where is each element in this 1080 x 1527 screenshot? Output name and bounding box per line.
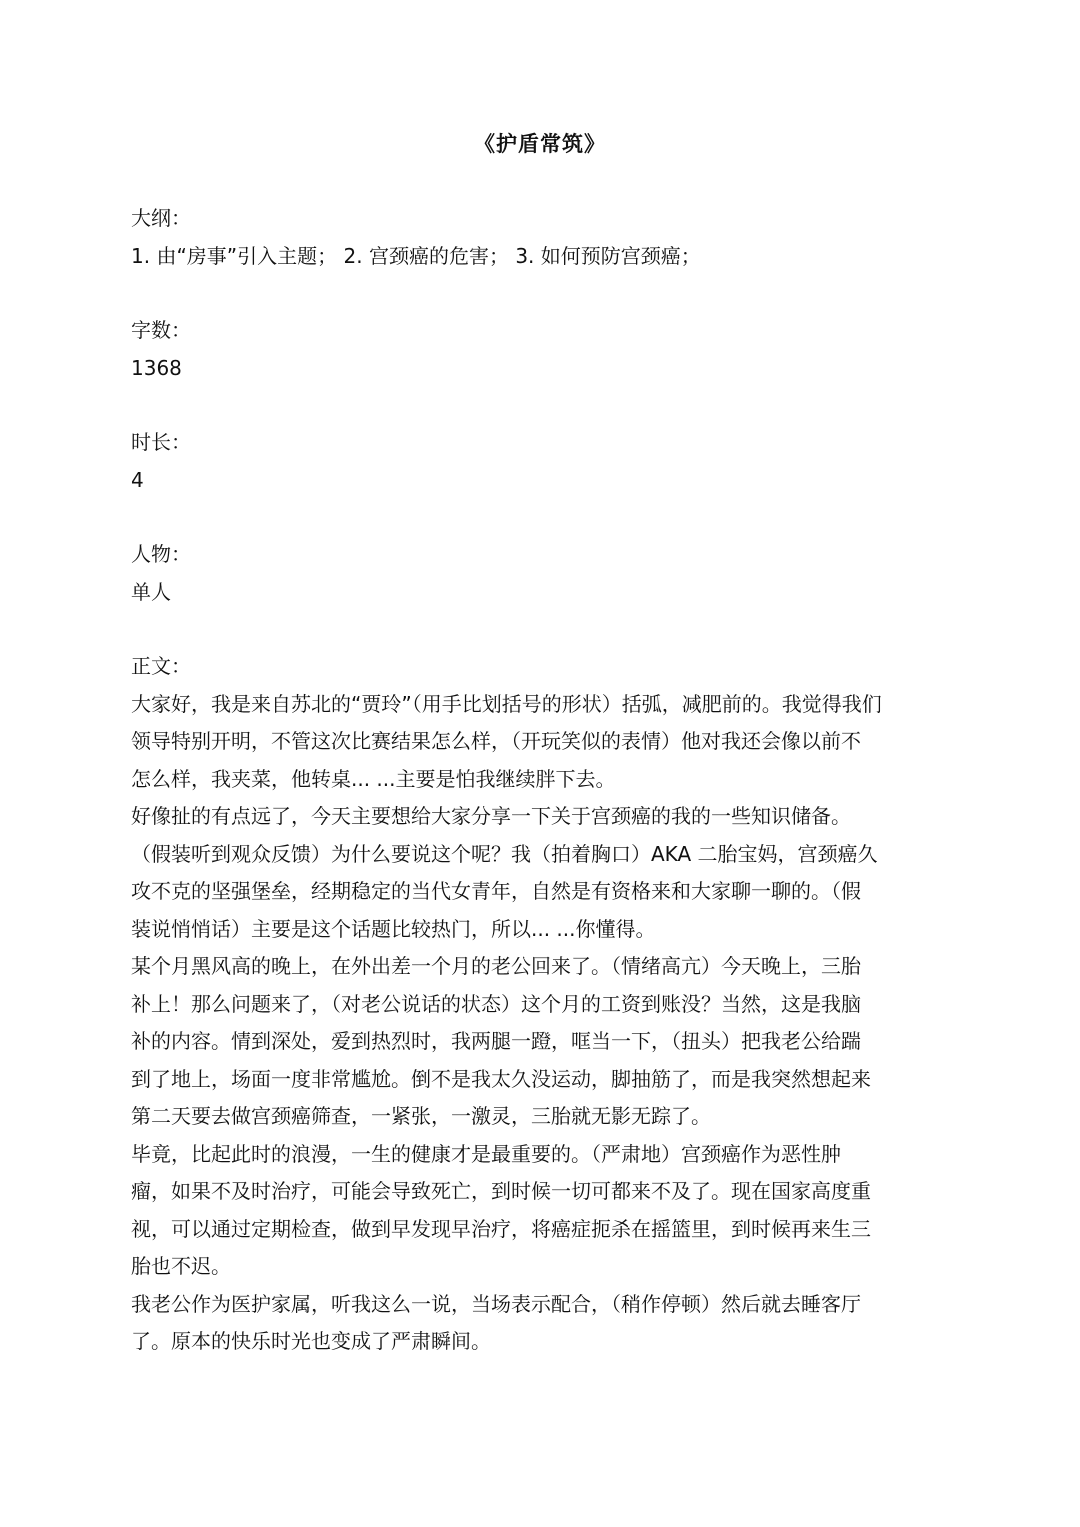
duration-section (131, 424, 951, 499)
outline-section (131, 200, 951, 275)
characters-value: 单人 (131, 579, 171, 604)
body-line: 领导特别开明，不管这次比赛结果怎么样，（开玩笑似的表情）他对我还会像以前不 (131, 729, 861, 753)
document-title: 《护盾常筑》 (474, 132, 606, 156)
body-line: 胎也不迟。 (131, 1254, 231, 1278)
body-line: 补的内容。情到深处，爱到热烈时，我两腿一蹬，哐当一下，（扭头）把我老公给踹 (131, 1029, 861, 1053)
outline-label: 大纲： (131, 206, 191, 230)
body-line: 怎么样，我夹菜，他转桌... ...主要是怕我继续胖下去。 (131, 766, 616, 791)
body-line: 某个月黑风高的晚上，在外出差一个月的老公回来了。（情绪高亢）今天晚上，三胎 (131, 954, 861, 978)
body-line: 第二天要去做宫颈癌筛查，一紧张，一激灵，三胎就无影无踪了。 (131, 1104, 711, 1128)
word-count-value: 1368 (131, 355, 182, 380)
word-count-label: 字数： (131, 318, 191, 342)
word-count-section (131, 312, 951, 387)
body-section (131, 648, 951, 1361)
characters-section (131, 536, 951, 611)
body-line: 装说悄悄话）主要是这个话题比较热门，所以... ...你懂得。 (131, 916, 656, 941)
body-line: 好像扯的有点远了，今天主要想给大家分享一下关于宫颈癌的我的一些知识储备。 (131, 804, 851, 828)
body-line: 补上！那么问题来了，（对老公说话的状态）这个月的工资到账没？当然，这是我脑 (131, 991, 861, 1016)
body-line: 了。原本的快乐时光也变成了严肃瞬间。 (131, 1329, 491, 1353)
duration-label: 时长： (131, 430, 191, 454)
duration-value: 4 (131, 467, 144, 492)
characters-label: 人物： (131, 542, 191, 566)
body-line: 到了地上，场面一度非常尴尬。倒不是我太久没运动，脚抽筋了，而是我突然想起来 (131, 1066, 871, 1091)
body-line: （假装听到观众反馈）为什么要说这个呢？我（拍着胸口）AKA 二胎宝妈，宫颈癌久 (131, 841, 878, 866)
body-line: 攻不克的坚强堡垒，经期稳定的当代女青年，自然是有资格来和大家聊一聊的。（假 (131, 879, 861, 903)
body-line: 毕竟，比起此时的浪漫，一生的健康才是最重要的。（严肃地）宫颈癌作为恶性肿 (131, 1141, 841, 1166)
body-line: 大家好，我是来自苏北的“贾玲”（用手比划括号的形状）括弧，减肥前的。我觉得我们 (131, 691, 882, 716)
body-line: 瘤，如果不及时治疗，可能会导致死亡，到时候一切可都来不及了。现在国家高度重 (131, 1179, 871, 1203)
body-label: 正文： (131, 654, 191, 678)
outline-value: 1. 由“房事”引入主题； 2. 宫颈癌的危害； 3. 如何预防宫颈癌； (131, 243, 701, 268)
body-line: 我老公作为医护家属，听我这么一说，当场表示配合，（稍作停顿）然后就去睡客厅 (131, 1291, 861, 1316)
body-line: 视，可以通过定期检查，做到早发现早治疗，将癌症扼杀在摇篮里，到时候再来生三 (131, 1216, 871, 1241)
